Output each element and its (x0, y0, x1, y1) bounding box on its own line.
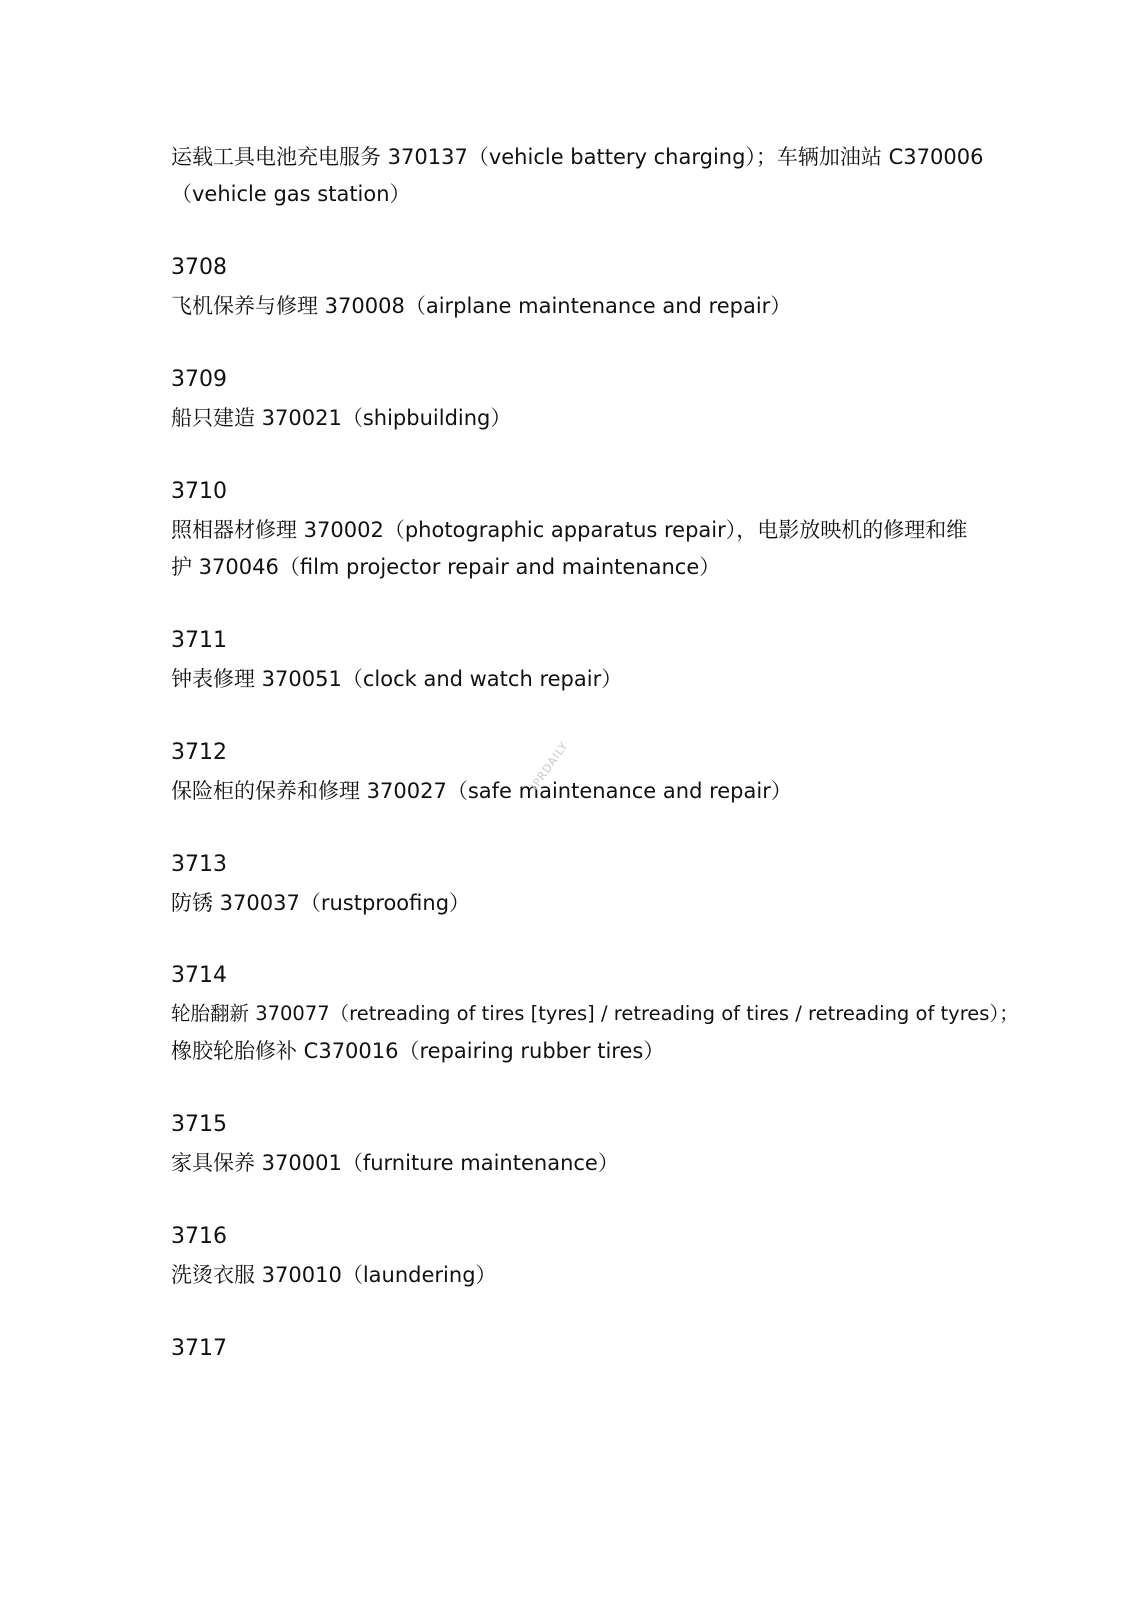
class-heading-3715: 3715 (171, 1112, 227, 1137)
class-heading-3711: 3711 (171, 628, 227, 653)
class-heading-3710: 3710 (171, 479, 227, 504)
class-heading-3709: 3709 (171, 367, 227, 392)
text-line-retreading: 轮胎翻新 370077（retreading of tires [tyres] / retreading of tires / retreading of tyres）； (171, 1002, 1019, 1025)
class-heading-3716: 3716 (171, 1224, 227, 1249)
text-line-clock: 钟表修理 370051（clock and watch repair） (171, 667, 623, 691)
text-line-airplane: 飞机保养与修理 370008（airplane maintenance and repair） (171, 294, 792, 318)
watermark: IPRDAILY (528, 739, 571, 793)
text-line-rustproofing: 防锈 370037（rustproofing） (171, 891, 471, 915)
text-line-gas-station: （vehicle gas station） (171, 182, 411, 206)
text-line-furniture: 家具保养 370001（furniture maintenance） (171, 1151, 619, 1175)
class-heading-3708: 3708 (171, 255, 227, 280)
class-heading-3713: 3713 (171, 852, 227, 877)
text-line-photographic: 照相器材修理 370002（photographic apparatus repair），电影放映机的修理和维 (171, 518, 968, 542)
class-heading-3714: 3714 (171, 963, 227, 988)
class-heading-3717: 3717 (171, 1336, 227, 1361)
text-line-film-projector: 护 370046（film projector repair and maintenance） (171, 555, 721, 579)
text-line-laundering: 洗烫衣服 370010（laundering） (171, 1263, 497, 1287)
text-line-safe: 保险柜的保养和修理 370027（safe maintenance and repair） (171, 779, 792, 803)
class-heading-3712: 3712 (171, 740, 227, 765)
text-line-shipbuilding: 船只建造 370021（shipbuilding） (171, 406, 512, 430)
text-line-vehicle-charging: 运载工具电池充电服务 370137（vehicle battery charging）；车辆加油站 C370006 (171, 145, 984, 169)
text-line-rubber-tires: 橡胶轮胎修补 C370016（repairing rubber tires） (171, 1039, 665, 1063)
